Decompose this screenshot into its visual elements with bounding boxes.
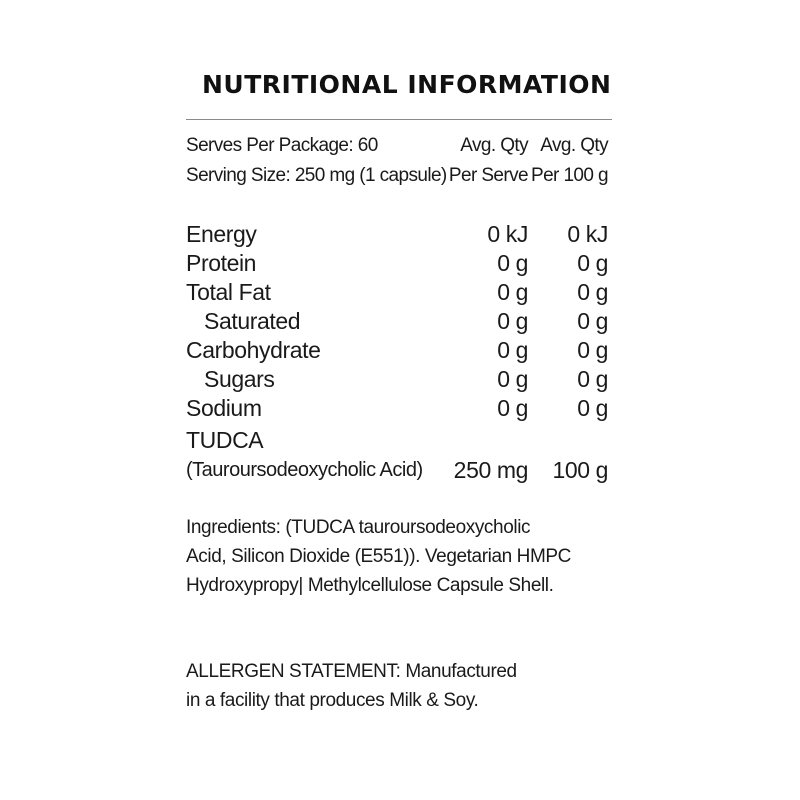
per-serve-header-line2: Per Serve (448, 165, 528, 186)
ingredients-line: Hydroxypropy| Methylcellulose Capsule Shell. (186, 575, 554, 596)
nutrient-per-serve: 0 g (497, 250, 528, 276)
nutrient-per-100g: 0 g (577, 250, 608, 276)
serving-size: Serving Size: 250 mg (1 capsule) (186, 165, 447, 186)
serving-row-1 (186, 134, 612, 158)
tudca-sublabel: (Tauroursodeoxycholic Acid) (186, 459, 423, 481)
nutrient-per-serve: 0 g (497, 337, 528, 363)
tudca-label: TUDCA (186, 427, 264, 453)
serving-row-2 (186, 164, 612, 188)
nutrient-row-carbohydrate (186, 336, 612, 365)
ingredients-line: Ingredients: (TUDCA tauroursodeoxycholic (186, 517, 531, 538)
nutrient-per-100g: 0 g (577, 308, 608, 334)
nutrient-row-protein (186, 249, 612, 278)
nutrient-label: Protein (186, 250, 257, 276)
nutrient-label: Carbohydrate (186, 337, 321, 363)
nutrition-panel (186, 0, 612, 800)
per-serve-header-line1: Avg. Qty (460, 135, 528, 156)
allergen-line: ALLERGEN STATEMENT: Manufactured (186, 661, 517, 682)
nutrient-per-100g: 0 kJ (567, 221, 608, 247)
per-100g-header-line2: Per 100 g (531, 165, 608, 186)
nutrient-per-100g: 0 g (577, 337, 608, 363)
nutrient-label: Total Fat (186, 279, 271, 305)
nutrient-row-sodium (186, 394, 612, 423)
per-100g-header-line1: Avg. Qty (540, 135, 608, 156)
tudca-per-100g: 100 g (552, 457, 608, 483)
allergen-line: in a facility that produces Milk & Soy. (186, 690, 479, 711)
allergen-statement (186, 657, 616, 715)
ingredients-line: Acid, Silicon Dioxide (E551)). Vegetarian HMPC (186, 546, 571, 567)
nutrient-per-serve: 0 kJ (487, 221, 528, 247)
tudca-per-serve: 250 mg (453, 457, 528, 483)
nutrient-per-serve: 0 g (497, 366, 528, 392)
nutrient-label: Sodium (186, 395, 262, 421)
tudca-row-2 (186, 456, 612, 485)
nutrient-per-serve: 0 g (497, 279, 528, 305)
nutrient-per-100g: 0 g (577, 279, 608, 305)
nutrient-row-sugars (186, 365, 612, 394)
nutrient-label: Saturated (204, 308, 301, 334)
nutrient-row-saturated (186, 307, 612, 336)
tudca-row-1 (186, 426, 612, 455)
nutrient-per-100g: 0 g (577, 366, 608, 392)
serves-per-package: Serves Per Package: 60 (186, 135, 378, 156)
nutrient-row-total-fat (186, 278, 612, 307)
nutrient-per-serve: 0 g (497, 395, 528, 421)
nutrient-per-serve: 0 g (497, 308, 528, 334)
ingredients-statement (186, 513, 616, 600)
panel-title: NUTRITIONAL INFORMATION (202, 70, 612, 99)
nutrient-label: Energy (186, 221, 257, 247)
nutrient-per-100g: 0 g (577, 395, 608, 421)
nutrient-label: Sugars (204, 366, 275, 392)
nutrient-row-energy (186, 220, 612, 249)
title-divider (186, 119, 612, 120)
